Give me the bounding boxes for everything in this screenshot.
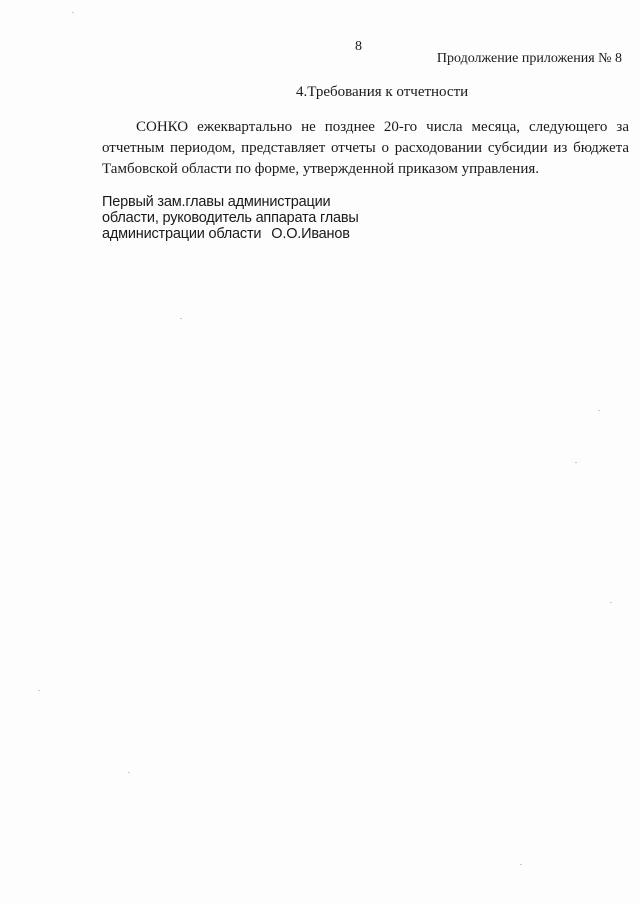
appendix-continuation-note: Продолжение приложения № 8: [436, 51, 622, 66]
paragraph-line: Тамбовской области по форме, утвержденной приказом управления.: [102, 161, 540, 177]
scan-speck: [575, 462, 577, 463]
paragraph-line: СОНКО ежеквартально не позднее 20-го числа месяца, следующего за: [136, 119, 629, 135]
scan-speck: [72, 12, 74, 13]
scan-speck: [128, 772, 130, 773]
signature-block: [102, 194, 359, 242]
signatory-name: О.О.Иванов: [271, 226, 350, 242]
signature-position-line: Первый зам.главы администрации: [102, 194, 331, 210]
section-title: 4.Требования к отчетности: [296, 84, 469, 100]
signature-position-text: администрации области: [102, 226, 262, 242]
scan-speck: [520, 864, 522, 865]
page-number: 8: [355, 39, 362, 54]
body-paragraph: [102, 117, 629, 180]
signature-position-line: [102, 226, 359, 242]
scan-speck: [180, 318, 182, 319]
scan-speck: [598, 410, 600, 411]
paragraph-line: отчетным периодом, представляет отчеты о расходовании субсидии из бюджета: [102, 140, 629, 156]
scan-speck: [610, 602, 612, 603]
signature-position-line: области, руководитель аппарата главы: [102, 210, 359, 226]
scan-speck: [38, 690, 40, 691]
